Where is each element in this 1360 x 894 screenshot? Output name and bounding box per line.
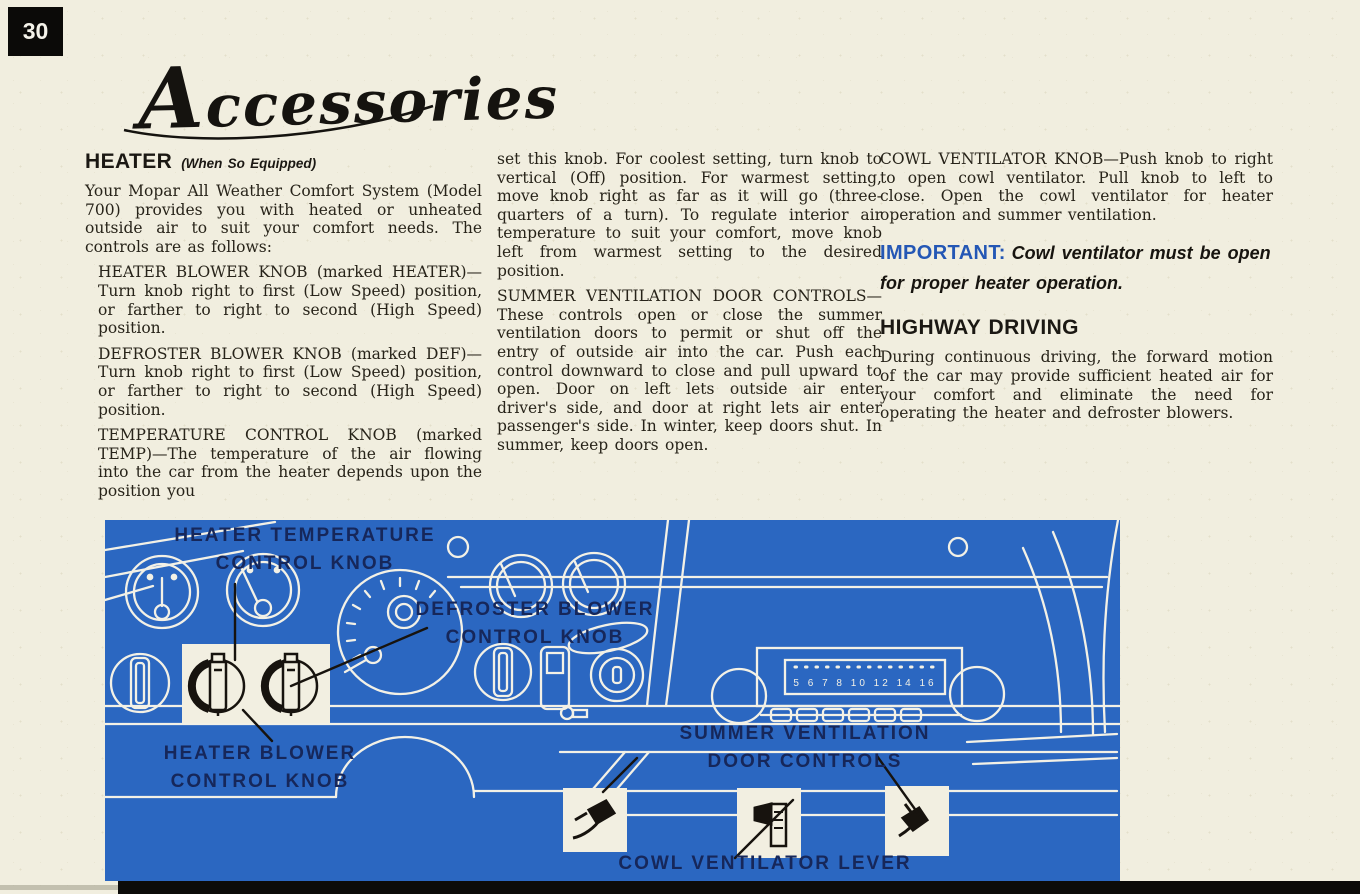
- heater-heading-note: (When So Equipped): [181, 156, 317, 171]
- important-note: [880, 239, 1273, 299]
- label-heater-temperature-control-knob: HEATER TEMPERATURE CONTROL KNOB: [174, 525, 436, 574]
- title-swash-flourish: [118, 100, 448, 146]
- radio-dial-numbers: 5 6 7 8 10 12 14 16: [793, 678, 937, 689]
- label-defroster-blower-control-knob: DEFROSTER BLOWER CONTROL KNOB: [415, 599, 655, 648]
- heater-item-defroster: DEFROSTER BLOWER KNOB (marked DEF)—Turn knob right to first (Low Speed) position, or farther to right to second (High Speed) position.: [98, 344, 482, 419]
- label-summer-ventilation-door-controls: SUMMER VENTILATION DOOR CONTROLS: [679, 723, 931, 772]
- cowl-ventilator-paragraph: COWL VENTILATOR KNOB—Push knob to right to open cowl ventilator. Pull knob to left to close. Open the cowl ventilator for heater operation and summer ventilation.: [880, 150, 1273, 224]
- page-title: Accessories: [136, 47, 560, 149]
- page-number-box: [8, 7, 63, 56]
- column-middle: [497, 150, 882, 462]
- column-heater: [85, 150, 482, 508]
- heater-heading-row: [85, 150, 482, 176]
- page-number: 30: [22, 18, 49, 44]
- page-edge-bar: [118, 881, 1360, 894]
- summer-ventilation-paragraph: SUMMER VENTILATION DOOR CONTROLS—These controls open or close the summer ventilation doors to permit or shut off the entry of outside air into the car. Push each control downward to close and pull upward to open. Door on left lets outside air enter driver's side, and door at right lets air enter passenger's side. In winter, keep doors shut. In summer, keep doors open.: [497, 287, 882, 454]
- heater-item-temperature: TEMPERATURE CONTROL KNOB (marked TEMP)—The temperature of the air flowing into the car from the heater depends upon the position you: [98, 426, 482, 500]
- temperature-continued-paragraph: set this knob. For coolest setting, turn knob to vertical (Off) position. For warmest setting, move knob right as far as it will go (three-quarters of a turn). To regulate interior air temperature to suit your comfort, move knob left from warmest setting to the desired position.: [497, 150, 882, 280]
- highway-driving-heading: HIGHWAY DRIVING: [880, 316, 1079, 340]
- dashboard-diagram: [105, 520, 1120, 881]
- page-edge-shadow: [0, 885, 120, 890]
- column-right: [880, 150, 1273, 430]
- heater-item-blower: HEATER BLOWER KNOB (marked HEATER)—Turn knob right to first (Low Speed) position, or farther to right to second (High Speed) position.: [98, 263, 482, 338]
- highway-driving-paragraph: During continuous driving, the forward motion of the car may provide sufficient heated air for your comfort and eliminate the need for operating the heater and defroster blowers.: [880, 348, 1273, 423]
- label-heater-blower-control-knob: HEATER BLOWER CONTROL KNOB: [163, 743, 357, 792]
- important-text: Cowl ventilator must be open for proper heater operation.: [880, 243, 1271, 294]
- label-cowl-ventilator-lever: COWL VENTILATOR LEVER: [618, 853, 912, 874]
- heater-heading: HEATER: [85, 150, 173, 173]
- important-label: IMPORTANT:: [880, 242, 1006, 265]
- heater-intro-paragraph: Your Mopar All Weather Comfort System (Model 700) provides you with heated or unheated outside air to suit your comfort needs. The controls are as follows:: [85, 182, 482, 256]
